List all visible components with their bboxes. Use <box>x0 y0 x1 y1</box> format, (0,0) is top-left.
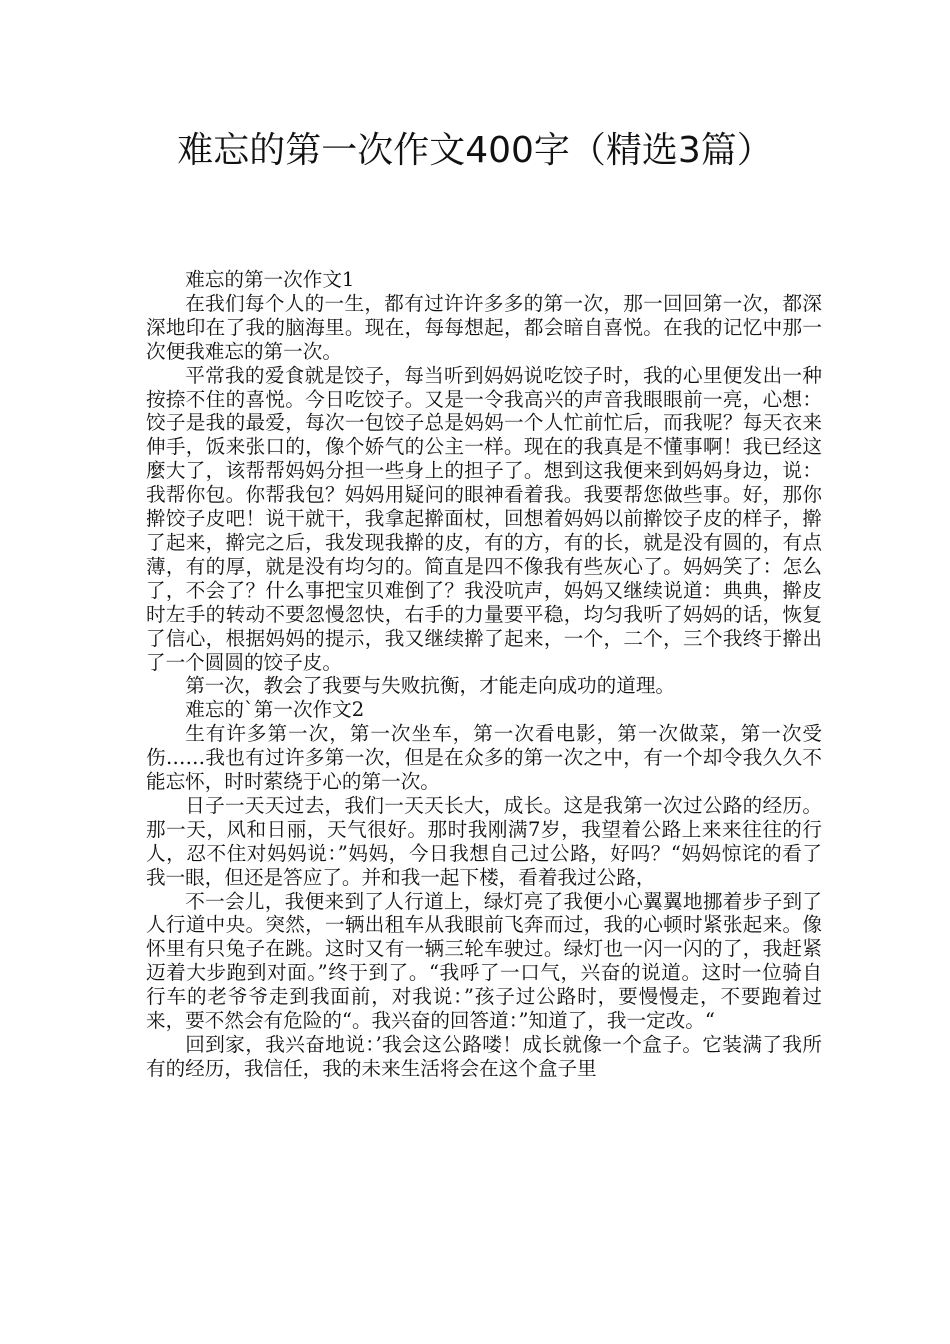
paragraph: 日子一天天过去，我们一天天长大，成长。这是我第一次过公路的经历。那一天，风和日丽，天气很好。那时我刚满7岁，我望着公路上来来往往的行人，忍不住对妈妈说：”妈妈，今日我想自己过公路，好吗？“妈妈惊诧的看了我一眼，但还是答应了。并和我一起下楼，看着我过公路， <box>146 793 822 889</box>
section-heading-1: 难忘的第一次作文1 <box>185 268 355 291</box>
document-body <box>146 268 822 1081</box>
paragraph: 在我们每个人的一生，都有过许许多多的第一次，那一回回第一次，都深深地印在了我的脑海里。现在，每每想起，都会暗自喜悦。在我的记忆中那一次便我难忘的第一次。 <box>146 291 822 363</box>
section-heading-2: 难忘的`第一次作文2 <box>185 698 365 722</box>
paragraph: 不一会儿，我便来到了人行道上，绿灯亮了我便小心翼翼地挪着步子到了人行道中央。突然，一辆出租车从我眼前飞奔而过，我的心顿时紧张起来。像怀里有只兔子在跳。这时又有一辆三轮车驶过。绿灯也一闪一闪的了，我赶紧迈着大步跑到对面。”终于到了。“我呼了一口气，兴奋的说道。这时一位骑自行车的老爷爷走到我面前，对我说：”孩子过公路时，要慢慢走，不要跑着过来，要不然会有危险的“。我兴奋的回答道：”知道了，我一定改。“ <box>146 889 822 1033</box>
paragraph: 生有许多第一次，第一次坐车，第一次看电影，第一次做菜，第一次受伤……我也有过许多第一次，但是在众多的第一次之中，有一个却令我久久不能忘怀，时时萦绕于心的第一次。 <box>146 722 822 794</box>
paragraph: 第一次，教会了我要与失败抗衡，才能走向成功的道理。 <box>185 674 676 698</box>
paragraph: 回到家，我兴奋地说：’我会这公路喽！成长就像一个盒子。它装满了我所有的经历，我信任，我的未来生活将会在这个盒子里 <box>146 1033 822 1080</box>
paragraph: 平常我的爱食就是饺子，每当听到妈妈说吃饺子时，我的心里便发出一种按捺不住的喜悦。今日吃饺子。又是一令我高兴的声音我眼眼前一亮，心想：饺子是我的最爱，每次一包饺子总是妈妈一个人忙前忙后，而我呢？每天衣来伸手，饭来张口的，像个娇气的公主一样。现在的我真是不懂事啊！我已经这麼大了，该帮帮妈妈分担一些身上的担子了。想到这我便来到妈妈身边，说：我帮你包。你帮我包？妈妈用疑问的眼神看着我。我要帮您做些事。好，那你擀饺子皮吧！说干就干，我拿起擀面杖，回想着妈妈以前擀饺子皮的样子，擀了起来，擀完之后，我发现我擀的皮，有的方，有的长，就是没有圆的，有点薄，有的厚，就是没有均匀的。简直是四不像我有些灰心了。妈妈笑了：怎么了，不会了？什么事把宝贝难倒了？我没吭声，妈妈又继续说道：典典，擀皮时左手的转动不要忽慢忽快，右手的力量要平稳，均匀我听了妈妈的话，恢复了信心，根据妈妈的提示，我又继续擀了起来，一个，二个，三个我终于擀出了一个圆圆的饺子皮。 <box>146 363 822 674</box>
document-title: 难忘的第一次作文400字（精选3篇） <box>177 130 773 171</box>
